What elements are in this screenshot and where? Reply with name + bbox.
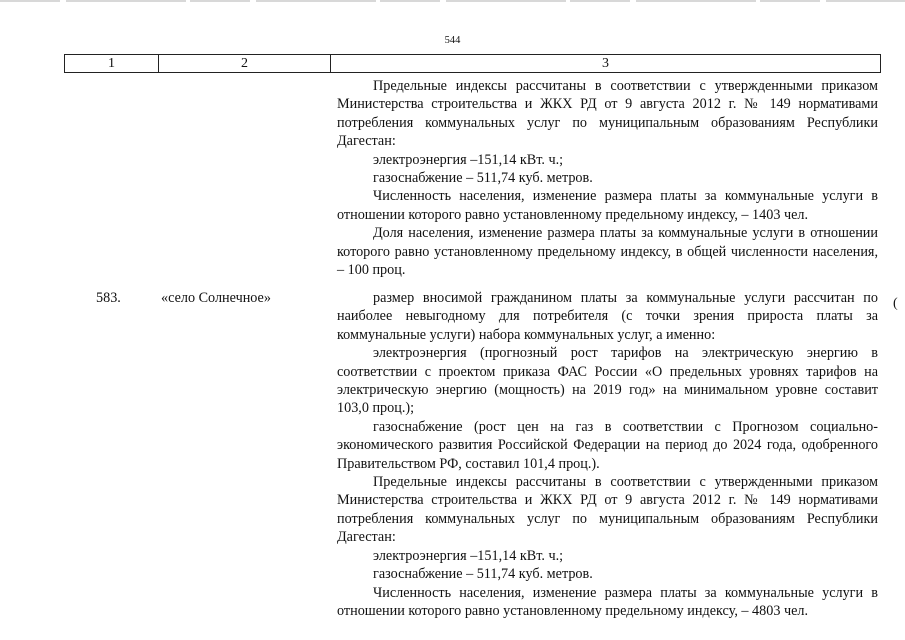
page-number: 544 xyxy=(444,35,461,46)
paragraph: электроэнергия –151,14 кВт. ч.; xyxy=(373,547,564,564)
paragraph: Предельные индексы рассчитаны в соответствии с утвержденными приказом Министерства строительства и ЖКХ РД от 9 августа 2012 г. № 149 нормативами потребления коммунальных услуг по муниципальным образованиям Республики Дагестан: xyxy=(337,78,878,150)
scan-top-edge xyxy=(0,0,905,3)
column-header-3: 3 xyxy=(331,55,881,73)
paragraph: электроэнергия (прогнозный рост тарифов на электрическую энергию в соответствии с проектом приказа ФАС России «О предельных уровнях тарифов на электрическую энергию (мощность) на 2019 год» на минимальном уровне составит 103,0 проц.); xyxy=(337,345,878,417)
row-locality-name: «село Солнечное» xyxy=(161,290,271,306)
paragraph: газоснабжение – 511,74 куб. метров. xyxy=(373,566,593,583)
paragraph: Предельные индексы рассчитаны в соответствии с утвержденными приказом Министерства строительства и ЖКХ РД от 9 августа 2012 г. № 149 нормативами потребления коммунальных услуг по муниципальным образованиям Республики Дагестан: xyxy=(337,474,878,546)
paragraph: Численность населения, изменение размера платы за коммунальные услуги в отношении которого равно установленному предельному индексу, – 1403 чел. xyxy=(337,188,878,223)
paragraph: газоснабжение – 511,74 куб. метров. xyxy=(373,170,593,187)
column-header-table xyxy=(64,54,881,73)
margin-fragment: ( xyxy=(893,296,898,311)
continued-text-block xyxy=(337,77,878,279)
row-number: 583. xyxy=(96,290,121,306)
column-header-2: 2 xyxy=(159,55,331,73)
column-header-row xyxy=(65,55,881,73)
paragraph: Численность населения, изменение размера платы за коммунальные услуги в отношении которого равно установленному предельному индексу, – 4803 чел. xyxy=(337,584,878,619)
paragraph: Доля населения, изменение размера платы за коммунальные услуги в отношении которого равно установленному предельному индексу, в общей численности населения, – 100 проц. xyxy=(337,225,878,279)
paragraph: электроэнергия –151,14 кВт. ч.; xyxy=(373,151,564,168)
paragraph: размер вносимой гражданином платы за коммунальные услуги рассчитан по наиболее невыгодному для потребителя (с точки зрения прироста платы за коммунальные услуги) набора коммунальных услуг, а именно: xyxy=(337,290,878,343)
paragraph: газоснабжение (рост цен на газ в соответствии с Прогнозом социально-экономического развития Российской Федерации на период до 2024 года, одобренного Правительством РФ, составил 101,4 проц.). xyxy=(337,418,878,472)
column-header-1: 1 xyxy=(65,55,159,73)
row-text-block xyxy=(337,289,878,620)
